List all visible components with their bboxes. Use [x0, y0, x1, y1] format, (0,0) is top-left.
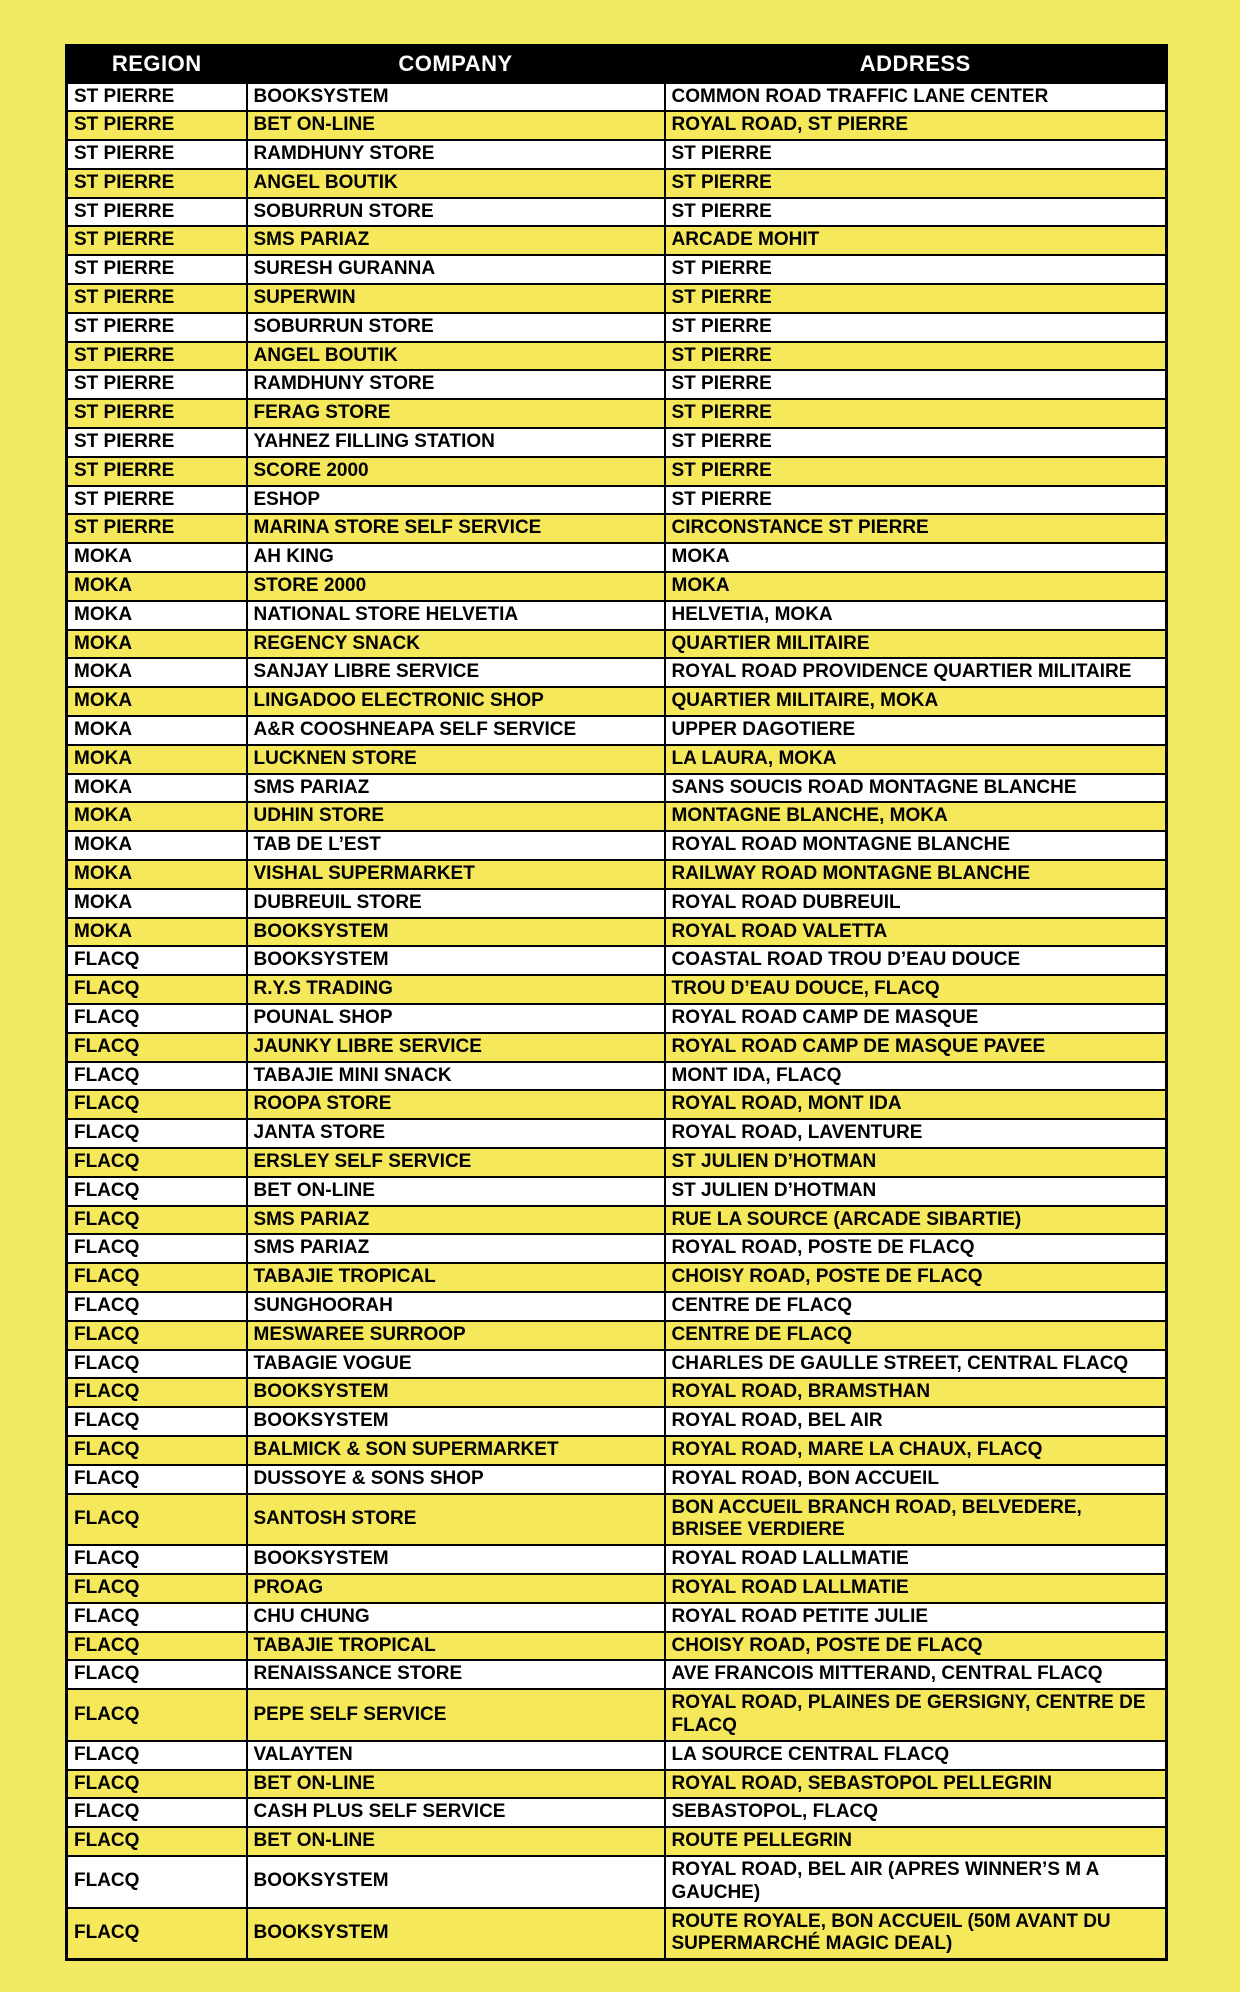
cell-region: MOKA — [67, 889, 247, 918]
cell-address: HELVETIA, MOKA — [665, 601, 1167, 630]
table-row — [67, 774, 1167, 803]
cell-address: ROYAL ROAD, BRAMSTHAN — [665, 1378, 1167, 1407]
cell-company: BET ON-LINE — [247, 1770, 665, 1799]
table-row — [67, 860, 1167, 889]
table-row — [67, 486, 1167, 515]
table-row — [67, 1119, 1167, 1148]
cell-region: FLACQ — [67, 1263, 247, 1292]
cell-address: ST PIERRE — [665, 255, 1167, 284]
cell-company: DUSSOYE & SONS SHOP — [247, 1465, 665, 1494]
cell-company: BOOKSYSTEM — [247, 1856, 665, 1908]
table-row — [67, 457, 1167, 486]
cell-company: FERAG STORE — [247, 399, 665, 428]
cell-company: RENAISSANCE STORE — [247, 1660, 665, 1689]
table-row — [67, 1148, 1167, 1177]
cell-address: ARCADE MOHIT — [665, 226, 1167, 255]
cell-company: TABAJIE TROPICAL — [247, 1632, 665, 1661]
column-header-region: REGION — [67, 46, 247, 83]
cell-address: CHOISY ROAD, POSTE DE FLACQ — [665, 1263, 1167, 1292]
cell-region: ST PIERRE — [67, 198, 247, 227]
cell-company: JAUNKY LIBRE SERVICE — [247, 1033, 665, 1062]
table-row — [67, 831, 1167, 860]
cell-address: UPPER DAGOTIERE — [665, 716, 1167, 745]
cell-address: ROYAL ROAD PROVIDENCE QUARTIER MILITAIRE — [665, 658, 1167, 687]
cell-address: ST PIERRE — [665, 284, 1167, 313]
table-row — [67, 1908, 1167, 1960]
table-row — [67, 572, 1167, 601]
table-body — [67, 83, 1167, 1960]
table-row — [67, 1062, 1167, 1091]
table-row — [67, 1545, 1167, 1574]
cell-region: MOKA — [67, 630, 247, 659]
cell-address: ROYAL ROAD, MONT IDA — [665, 1090, 1167, 1119]
cell-region: FLACQ — [67, 1770, 247, 1799]
cell-company: BET ON-LINE — [247, 1177, 665, 1206]
cell-address: ROYAL ROAD, LAVENTURE — [665, 1119, 1167, 1148]
cell-company: BOOKSYSTEM — [247, 918, 665, 947]
cell-address: CENTRE DE FLACQ — [665, 1292, 1167, 1321]
cell-region: FLACQ — [67, 1234, 247, 1263]
cell-region: ST PIERRE — [67, 169, 247, 198]
cell-region: MOKA — [67, 687, 247, 716]
table-row — [67, 140, 1167, 169]
cell-company: ROOPA STORE — [247, 1090, 665, 1119]
cell-address: ROYAL ROAD DUBREUIL — [665, 889, 1167, 918]
cell-address: QUARTIER MILITAIRE, MOKA — [665, 687, 1167, 716]
table-row — [67, 1234, 1167, 1263]
cell-company: CHU CHUNG — [247, 1603, 665, 1632]
cell-address: ROYAL ROAD MONTAGNE BLANCHE — [665, 831, 1167, 860]
cell-company: RAMDHUNY STORE — [247, 140, 665, 169]
cell-region: FLACQ — [67, 1574, 247, 1603]
cell-address: ST PIERRE — [665, 198, 1167, 227]
table-row — [67, 1632, 1167, 1661]
cell-address: ROYAL ROAD PETITE JULIE — [665, 1603, 1167, 1632]
cell-region: ST PIERRE — [67, 370, 247, 399]
cell-company: ANGEL BOUTIK — [247, 169, 665, 198]
cell-region: FLACQ — [67, 1407, 247, 1436]
table-row — [67, 399, 1167, 428]
cell-company: BOOKSYSTEM — [247, 1908, 665, 1960]
cell-company: JANTA STORE — [247, 1119, 665, 1148]
cell-region: MOKA — [67, 774, 247, 803]
cell-company: CASH PLUS SELF SERVICE — [247, 1798, 665, 1827]
cell-company: POUNAL SHOP — [247, 1004, 665, 1033]
cell-region: MOKA — [67, 543, 247, 572]
cell-region: FLACQ — [67, 1033, 247, 1062]
cell-region: FLACQ — [67, 975, 247, 1004]
cell-address: MONTAGNE BLANCHE, MOKA — [665, 802, 1167, 831]
table-row — [67, 745, 1167, 774]
table-row — [67, 889, 1167, 918]
cell-company: STORE 2000 — [247, 572, 665, 601]
table-row — [67, 1603, 1167, 1632]
cell-address: ROYAL ROAD, POSTE DE FLACQ — [665, 1234, 1167, 1263]
table-row — [67, 802, 1167, 831]
table-row — [67, 1574, 1167, 1603]
table-row — [67, 601, 1167, 630]
cell-company: REGENCY SNACK — [247, 630, 665, 659]
cell-company: RAMDHUNY STORE — [247, 370, 665, 399]
table-row — [67, 1263, 1167, 1292]
cell-company: YAHNEZ FILLING STATION — [247, 428, 665, 457]
table-row — [67, 1292, 1167, 1321]
cell-address: SANS SOUCIS ROAD MONTAGNE BLANCHE — [665, 774, 1167, 803]
cell-address: ST JULIEN D’HOTMAN — [665, 1148, 1167, 1177]
table-row — [67, 716, 1167, 745]
cell-region: ST PIERRE — [67, 486, 247, 515]
cell-company: SANTOSH STORE — [247, 1494, 665, 1546]
cell-address: ROYAL ROAD CAMP DE MASQUE PAVEE — [665, 1033, 1167, 1062]
table-row — [67, 1033, 1167, 1062]
retailer-directory-table — [65, 44, 1168, 1961]
cell-company: MARINA STORE SELF SERVICE — [247, 514, 665, 543]
cell-region: MOKA — [67, 716, 247, 745]
table-row — [67, 1177, 1167, 1206]
cell-company: A&R COOSHNEAPA SELF SERVICE — [247, 716, 665, 745]
cell-region: FLACQ — [67, 1908, 247, 1960]
cell-address: ROYAL ROAD LALLMATIE — [665, 1545, 1167, 1574]
cell-address: ST PIERRE — [665, 313, 1167, 342]
cell-company: PROAG — [247, 1574, 665, 1603]
cell-region: ST PIERRE — [67, 342, 247, 371]
table-row — [67, 1004, 1167, 1033]
cell-company: BOOKSYSTEM — [247, 946, 665, 975]
cell-address: ROUTE PELLEGRIN — [665, 1827, 1167, 1856]
table-row — [67, 514, 1167, 543]
cell-company: SCORE 2000 — [247, 457, 665, 486]
cell-region: FLACQ — [67, 1798, 247, 1827]
cell-address: ROUTE ROYALE, BON ACCUEIL (50M AVANT DU SUPERMARCHÉ MAGIC DEAL) — [665, 1908, 1167, 1960]
table-row — [67, 975, 1167, 1004]
table-row — [67, 226, 1167, 255]
cell-region: MOKA — [67, 658, 247, 687]
table-row — [67, 1689, 1167, 1741]
cell-company: SOBURRUN STORE — [247, 313, 665, 342]
cell-company: SMS PARIAZ — [247, 1234, 665, 1263]
cell-region: MOKA — [67, 745, 247, 774]
cell-address: RUE LA SOURCE (ARCADE SIBARTIE) — [665, 1206, 1167, 1235]
cell-region: MOKA — [67, 918, 247, 947]
table-row — [67, 658, 1167, 687]
cell-region: MOKA — [67, 860, 247, 889]
cell-company: SOBURRUN STORE — [247, 198, 665, 227]
cell-region: FLACQ — [67, 1689, 247, 1741]
cell-address: TROU D’EAU DOUCE, FLACQ — [665, 975, 1167, 1004]
cell-address: AVE FRANCOIS MITTERAND, CENTRAL FLACQ — [665, 1660, 1167, 1689]
cell-address: MONT IDA, FLACQ — [665, 1062, 1167, 1091]
table-row — [67, 1407, 1167, 1436]
cell-region: ST PIERRE — [67, 457, 247, 486]
cell-company: DUBREUIL STORE — [247, 889, 665, 918]
table-row — [67, 428, 1167, 457]
cell-region: FLACQ — [67, 1177, 247, 1206]
cell-company: BET ON-LINE — [247, 111, 665, 140]
cell-region: ST PIERRE — [67, 284, 247, 313]
cell-company: ERSLEY SELF SERVICE — [247, 1148, 665, 1177]
cell-company: BOOKSYSTEM — [247, 1545, 665, 1574]
table-row — [67, 1856, 1167, 1908]
cell-company: ANGEL BOUTIK — [247, 342, 665, 371]
table-row — [67, 342, 1167, 371]
cell-address: CHOISY ROAD, POSTE DE FLACQ — [665, 1632, 1167, 1661]
cell-region: ST PIERRE — [67, 83, 247, 112]
cell-address: ROYAL ROAD, SEBASTOPOL PELLEGRIN — [665, 1770, 1167, 1799]
cell-region: FLACQ — [67, 1148, 247, 1177]
cell-region: ST PIERRE — [67, 111, 247, 140]
table-row — [67, 1741, 1167, 1770]
cell-company: TABAJIE MINI SNACK — [247, 1062, 665, 1091]
cell-region: FLACQ — [67, 1004, 247, 1033]
cell-address: ROYAL ROAD, ST PIERRE — [665, 111, 1167, 140]
cell-region: FLACQ — [67, 1660, 247, 1689]
table-row — [67, 630, 1167, 659]
cell-address: COMMON ROAD TRAFFIC LANE CENTER — [665, 83, 1167, 112]
cell-region: FLACQ — [67, 1465, 247, 1494]
cell-region: ST PIERRE — [67, 226, 247, 255]
table-row — [67, 169, 1167, 198]
cell-region: FLACQ — [67, 1062, 247, 1091]
table-row — [67, 1321, 1167, 1350]
cell-address: ROYAL ROAD CAMP DE MASQUE — [665, 1004, 1167, 1033]
cell-address: ST PIERRE — [665, 140, 1167, 169]
cell-address: ST PIERRE — [665, 399, 1167, 428]
table-row — [67, 1770, 1167, 1799]
cell-company: BET ON-LINE — [247, 1827, 665, 1856]
cell-company: NATIONAL STORE HELVETIA — [247, 601, 665, 630]
header-row — [67, 46, 1167, 83]
table-row — [67, 370, 1167, 399]
table-row — [67, 1660, 1167, 1689]
cell-company: VISHAL SUPERMARKET — [247, 860, 665, 889]
cell-region: MOKA — [67, 831, 247, 860]
table-row — [67, 1827, 1167, 1856]
cell-address: CHARLES DE GAULLE STREET, CENTRAL FLACQ — [665, 1350, 1167, 1379]
cell-address: ROYAL ROAD, MARE LA CHAUX, FLACQ — [665, 1436, 1167, 1465]
column-header-company: COMPANY — [247, 46, 665, 83]
table-row — [67, 918, 1167, 947]
cell-address: ROYAL ROAD, BEL AIR (APRES WINNER’S M A GAUCHE) — [665, 1856, 1167, 1908]
cell-address: LA LAURA, MOKA — [665, 745, 1167, 774]
cell-company: SMS PARIAZ — [247, 226, 665, 255]
table-row — [67, 198, 1167, 227]
cell-region: FLACQ — [67, 1378, 247, 1407]
cell-region: FLACQ — [67, 1119, 247, 1148]
cell-address: ROYAL ROAD LALLMATIE — [665, 1574, 1167, 1603]
cell-address: COASTAL ROAD TROU D’EAU DOUCE — [665, 946, 1167, 975]
cell-region: ST PIERRE — [67, 514, 247, 543]
cell-company: BALMICK & SON SUPERMARKET — [247, 1436, 665, 1465]
cell-company: R.Y.S TRADING — [247, 975, 665, 1004]
cell-region: FLACQ — [67, 1603, 247, 1632]
cell-region: FLACQ — [67, 1090, 247, 1119]
cell-company: SURESH GURANNA — [247, 255, 665, 284]
cell-region: MOKA — [67, 802, 247, 831]
cell-region: FLACQ — [67, 1632, 247, 1661]
cell-company: TABAJIE TROPICAL — [247, 1263, 665, 1292]
cell-company: BOOKSYSTEM — [247, 83, 665, 112]
cell-region: MOKA — [67, 601, 247, 630]
table-row — [67, 1494, 1167, 1546]
cell-address: ST PIERRE — [665, 370, 1167, 399]
cell-region: FLACQ — [67, 1741, 247, 1770]
cell-region: FLACQ — [67, 1350, 247, 1379]
cell-company: TABAGIE VOGUE — [247, 1350, 665, 1379]
cell-address: BON ACCUEIL BRANCH ROAD, BELVEDERE, BRISEE VERDIERE — [665, 1494, 1167, 1546]
cell-company: VALAYTEN — [247, 1741, 665, 1770]
cell-address: RAILWAY ROAD MONTAGNE BLANCHE — [665, 860, 1167, 889]
cell-address: ROYAL ROAD, BEL AIR — [665, 1407, 1167, 1436]
cell-address: LA SOURCE CENTRAL FLACQ — [665, 1741, 1167, 1770]
cell-region: ST PIERRE — [67, 428, 247, 457]
cell-address: ST PIERRE — [665, 457, 1167, 486]
table-row — [67, 1798, 1167, 1827]
cell-region: FLACQ — [67, 1827, 247, 1856]
cell-address: CIRCONSTANCE ST PIERRE — [665, 514, 1167, 543]
cell-company: ESHOP — [247, 486, 665, 515]
cell-company: AH KING — [247, 543, 665, 572]
cell-region: ST PIERRE — [67, 140, 247, 169]
cell-company: PEPE SELF SERVICE — [247, 1689, 665, 1741]
cell-address: SEBASTOPOL, FLACQ — [665, 1798, 1167, 1827]
cell-company: LINGADOO ELECTRONIC SHOP — [247, 687, 665, 716]
table-row — [67, 284, 1167, 313]
cell-region: FLACQ — [67, 1545, 247, 1574]
cell-company: SMS PARIAZ — [247, 1206, 665, 1235]
cell-region: FLACQ — [67, 1292, 247, 1321]
cell-address: ROYAL ROAD, PLAINES DE GERSIGNY, CENTRE DE FLACQ — [665, 1689, 1167, 1741]
cell-address: ST PIERRE — [665, 342, 1167, 371]
table-row — [67, 1378, 1167, 1407]
cell-address: MOKA — [665, 543, 1167, 572]
cell-address: ROYAL ROAD, BON ACCUEIL — [665, 1465, 1167, 1494]
table-row — [67, 111, 1167, 140]
cell-company: LUCKNEN STORE — [247, 745, 665, 774]
cell-company: UDHIN STORE — [247, 802, 665, 831]
cell-region: MOKA — [67, 572, 247, 601]
cell-company: SMS PARIAZ — [247, 774, 665, 803]
cell-address: ROYAL ROAD VALETTA — [665, 918, 1167, 947]
cell-address: ST PIERRE — [665, 428, 1167, 457]
table-row — [67, 1090, 1167, 1119]
cell-company: BOOKSYSTEM — [247, 1407, 665, 1436]
table-row — [67, 543, 1167, 572]
cell-region: FLACQ — [67, 1321, 247, 1350]
cell-region: FLACQ — [67, 946, 247, 975]
cell-address: CENTRE DE FLACQ — [665, 1321, 1167, 1350]
table-row — [67, 1206, 1167, 1235]
table-row — [67, 255, 1167, 284]
cell-company: SANJAY LIBRE SERVICE — [247, 658, 665, 687]
table-row — [67, 313, 1167, 342]
table-row — [67, 83, 1167, 112]
cell-region: ST PIERRE — [67, 255, 247, 284]
cell-region: FLACQ — [67, 1856, 247, 1908]
cell-company: MESWAREE SURROOP — [247, 1321, 665, 1350]
table-row — [67, 687, 1167, 716]
cell-region: FLACQ — [67, 1206, 247, 1235]
cell-address: MOKA — [665, 572, 1167, 601]
table-row — [67, 946, 1167, 975]
cell-address: ST PIERRE — [665, 169, 1167, 198]
cell-region: ST PIERRE — [67, 313, 247, 342]
cell-address: ST PIERRE — [665, 486, 1167, 515]
table-row — [67, 1436, 1167, 1465]
cell-address: QUARTIER MILITAIRE — [665, 630, 1167, 659]
table-row — [67, 1465, 1167, 1494]
cell-region: FLACQ — [67, 1436, 247, 1465]
cell-company: SUNGHOORAH — [247, 1292, 665, 1321]
table-row — [67, 1350, 1167, 1379]
cell-region: ST PIERRE — [67, 399, 247, 428]
cell-address: ST JULIEN D’HOTMAN — [665, 1177, 1167, 1206]
cell-region: FLACQ — [67, 1494, 247, 1546]
cell-company: BOOKSYSTEM — [247, 1378, 665, 1407]
cell-company: TAB DE L’EST — [247, 831, 665, 860]
cell-company: SUPERWIN — [247, 284, 665, 313]
column-header-address: ADDRESS — [665, 46, 1167, 83]
